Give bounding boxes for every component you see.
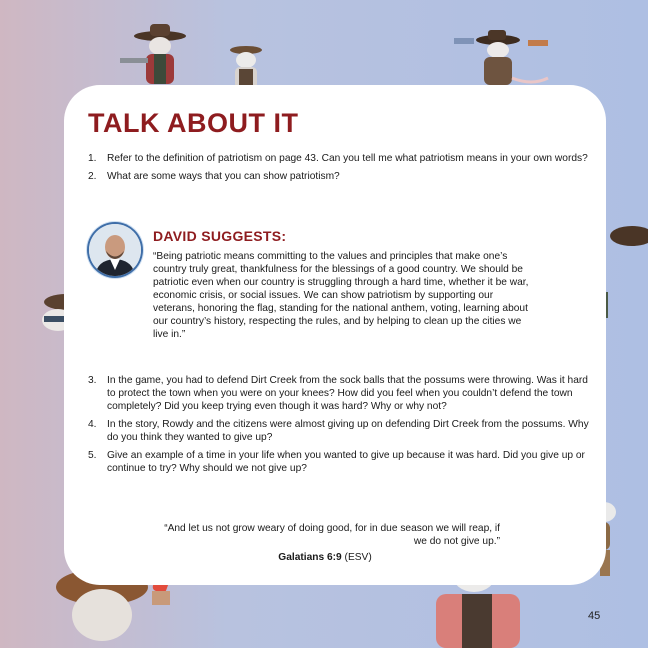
david-portrait-icon <box>89 224 141 276</box>
question-number: 4. <box>88 419 97 430</box>
question-text: In the game, you had to defend Dirt Creek from the sock balls that the possums were throwing. Was it hard to protect the town when you were on your knees? How did you feel when you couldn’t defend the town completely? Did you keep trying even though it was hard? Why or why not? <box>107 375 588 412</box>
question-text: What are some ways that you can show patriotism? <box>107 171 340 182</box>
question-text: Refer to the definition of patriotism on page 43. Can you tell me what patriotism means in your own words? <box>107 153 588 164</box>
question-number: 1. <box>88 153 97 164</box>
bible-verse: “And let us not grow weary of doing good, for in due season we will reap, if we do not give up.” <box>164 523 500 547</box>
question-number: 5. <box>88 450 97 461</box>
question-item <box>88 449 590 475</box>
question-item <box>88 152 590 165</box>
david-suggests-quote: “Being patriotic means committing to the values and principles that make one’s country truly great, thankfulness for the blessings of a good country. We should be patriotic even when our country is struggling through a hard time, whether it be war, economic crisis, or social issues. We can show patriotism by supporting our veterans, honoring the flag, standing for the national anthem, voting, learning about our country’s history, respecting the rules, and by helping to clean up the cities we live in.” <box>153 251 529 340</box>
question-number: 2. <box>88 171 97 182</box>
question-list-bottom <box>88 374 590 480</box>
question-text: Give an example of a time in your life when you wanted to give up because it was hard. Did you give up or continue to try? Why should we not give up? <box>107 450 585 474</box>
verse-version: (ESV) <box>344 552 372 563</box>
cowboy-possum-top-left-illustration <box>118 22 198 88</box>
david-avatar <box>89 224 141 276</box>
page-number: 45 <box>588 610 601 622</box>
david-suggests-heading: DAVID SUGGESTS: <box>153 228 287 244</box>
question-text: In the story, Rowdy and the citizens were almost giving up on defending Dirt Creek from the possums. Why do you think they wanted to give up? <box>107 419 589 443</box>
verse-reference <box>250 552 400 563</box>
question-number: 3. <box>88 375 97 386</box>
question-list-top <box>88 152 590 188</box>
page-title: TALK ABOUT IT <box>88 108 299 138</box>
question-item <box>88 374 590 413</box>
question-item <box>88 418 590 444</box>
question-item <box>88 170 590 183</box>
verse-reference-book: Galatians 6:9 <box>278 552 342 563</box>
cowboy-possum-top-right-illustration <box>452 30 552 90</box>
